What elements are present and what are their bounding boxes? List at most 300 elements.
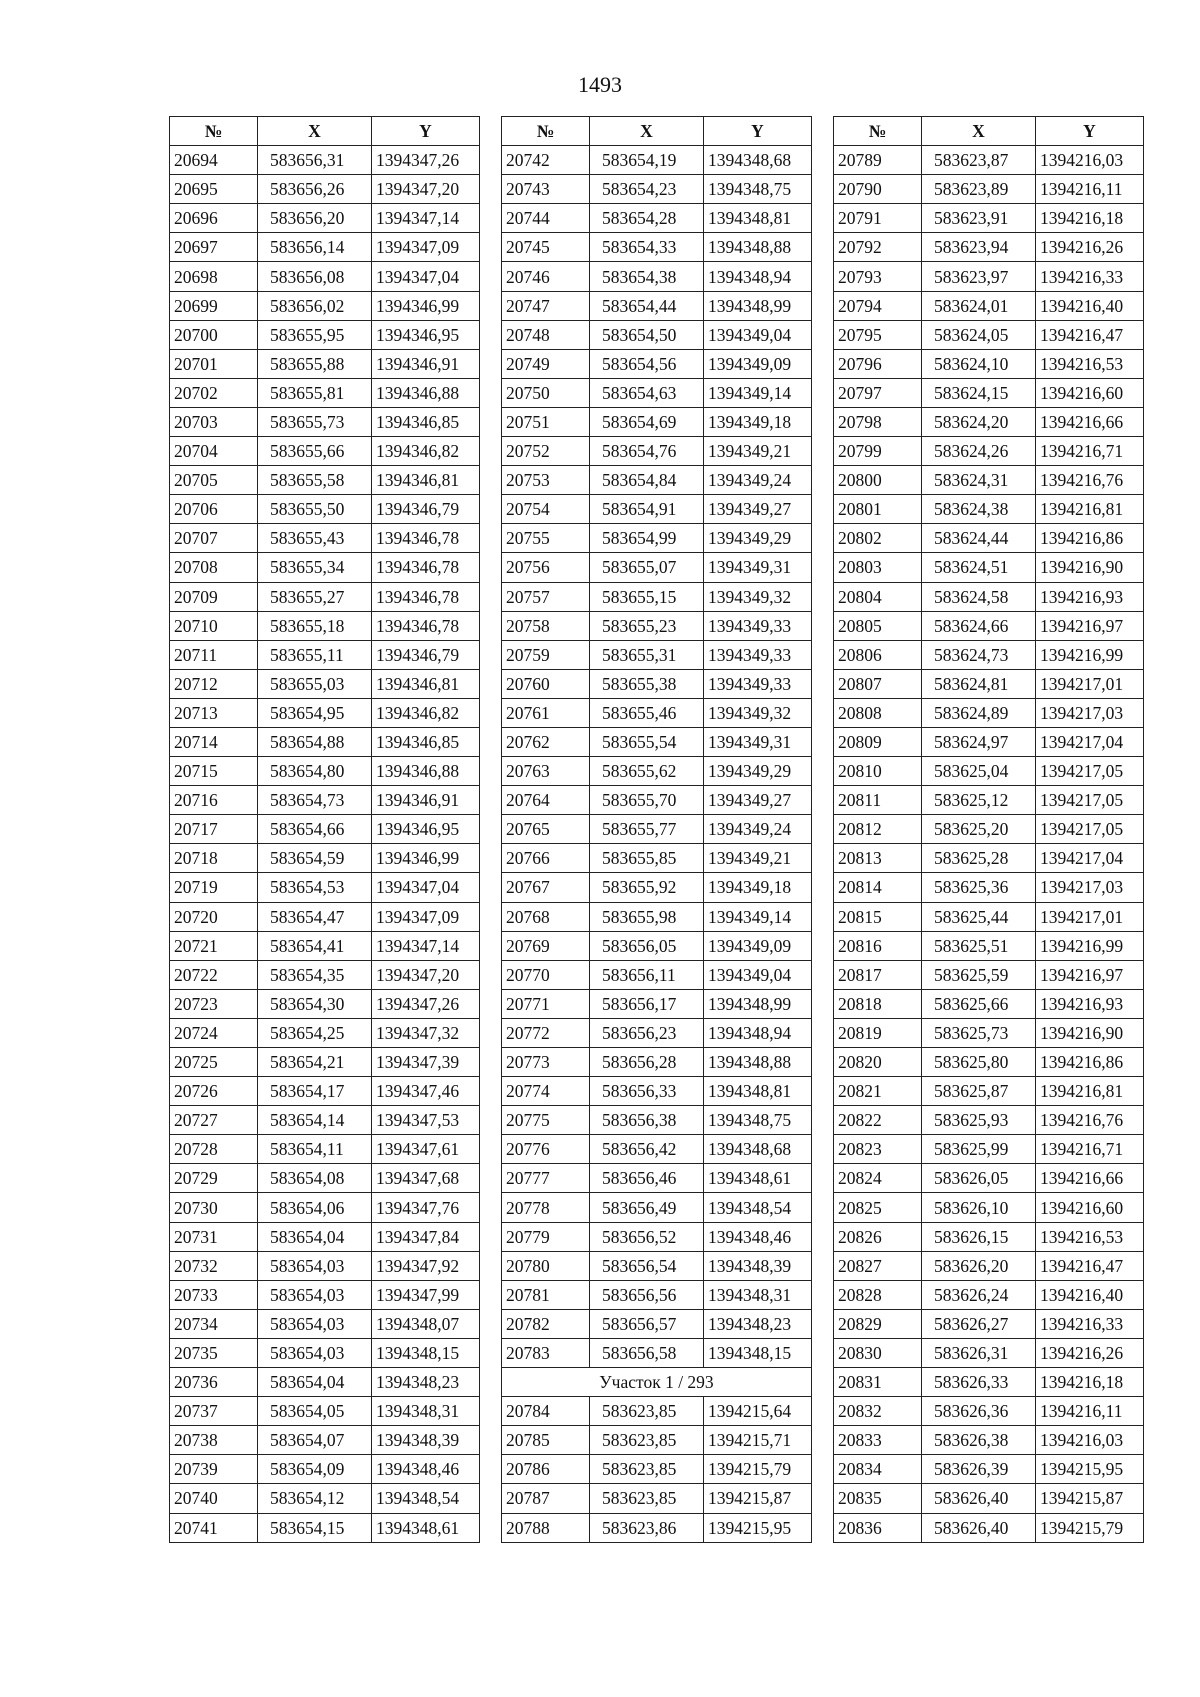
point-number-cell: 20761 xyxy=(502,698,590,727)
y-coordinate-cell: 1394346,88 xyxy=(372,378,480,407)
table-row xyxy=(170,320,480,349)
table-row xyxy=(834,175,1144,204)
table-row xyxy=(170,349,480,378)
y-coordinate-cell: 1394347,26 xyxy=(372,146,480,175)
x-coordinate-cell: 583654,56 xyxy=(590,349,704,378)
x-coordinate-cell: 583654,88 xyxy=(258,727,372,756)
x-coordinate-cell: 583654,14 xyxy=(258,1106,372,1135)
point-number-cell: 20835 xyxy=(834,1484,922,1513)
point-number-cell: 20807 xyxy=(834,669,922,698)
y-coordinate-cell: 1394348,94 xyxy=(704,262,812,291)
y-coordinate-cell: 1394349,24 xyxy=(704,466,812,495)
table-row xyxy=(834,1222,1144,1251)
table-row xyxy=(170,582,480,611)
x-coordinate-cell: 583625,80 xyxy=(922,1048,1036,1077)
y-coordinate-cell: 1394216,26 xyxy=(1036,1338,1144,1367)
header-x: X xyxy=(590,117,704,146)
y-coordinate-cell: 1394215,79 xyxy=(704,1455,812,1484)
point-number-cell: 20778 xyxy=(502,1193,590,1222)
y-coordinate-cell: 1394216,66 xyxy=(1036,1164,1144,1193)
table-row xyxy=(170,175,480,204)
x-coordinate-cell: 583655,98 xyxy=(590,902,704,931)
point-number-cell: 20721 xyxy=(170,931,258,960)
point-number-cell: 20712 xyxy=(170,669,258,698)
point-number-cell: 20784 xyxy=(502,1397,590,1426)
table-row xyxy=(502,582,812,611)
x-coordinate-cell: 583656,28 xyxy=(590,1048,704,1077)
point-number-cell: 20744 xyxy=(502,204,590,233)
point-number-cell: 20767 xyxy=(502,873,590,902)
table-row xyxy=(502,262,812,291)
point-number-cell: 20759 xyxy=(502,640,590,669)
y-coordinate-cell: 1394349,21 xyxy=(704,844,812,873)
table-row xyxy=(834,204,1144,233)
point-number-cell: 20715 xyxy=(170,757,258,786)
x-coordinate-cell: 583654,76 xyxy=(590,437,704,466)
table-row xyxy=(834,902,1144,931)
table-row xyxy=(170,437,480,466)
point-number-cell: 20757 xyxy=(502,582,590,611)
y-coordinate-cell: 1394348,15 xyxy=(704,1338,812,1367)
point-number-cell: 20708 xyxy=(170,553,258,582)
x-coordinate-cell: 583654,95 xyxy=(258,698,372,727)
x-coordinate-cell: 583623,89 xyxy=(922,175,1036,204)
y-coordinate-cell: 1394216,66 xyxy=(1036,407,1144,436)
y-coordinate-cell: 1394347,14 xyxy=(372,204,480,233)
x-coordinate-cell: 583654,25 xyxy=(258,1018,372,1047)
x-coordinate-cell: 583655,34 xyxy=(258,553,372,582)
point-number-cell: 20831 xyxy=(834,1368,922,1397)
point-number-cell: 20782 xyxy=(502,1309,590,1338)
x-coordinate-cell: 583656,11 xyxy=(590,960,704,989)
x-coordinate-cell: 583654,17 xyxy=(258,1077,372,1106)
table-body xyxy=(834,146,1144,1543)
header-y: Y xyxy=(704,117,812,146)
y-coordinate-cell: 1394349,31 xyxy=(704,727,812,756)
point-number-cell: 20809 xyxy=(834,727,922,756)
y-coordinate-cell: 1394349,21 xyxy=(704,437,812,466)
table-row xyxy=(834,466,1144,495)
point-number-cell: 20726 xyxy=(170,1077,258,1106)
y-coordinate-cell: 1394349,18 xyxy=(704,407,812,436)
x-coordinate-cell: 583624,51 xyxy=(922,553,1036,582)
table-row xyxy=(502,1338,812,1367)
point-number-cell: 20742 xyxy=(502,146,590,175)
table-row xyxy=(502,1484,812,1513)
point-number-cell: 20826 xyxy=(834,1222,922,1251)
point-number-cell: 20814 xyxy=(834,873,922,902)
point-number-cell: 20836 xyxy=(834,1513,922,1542)
x-coordinate-cell: 583626,15 xyxy=(922,1222,1036,1251)
x-coordinate-cell: 583624,89 xyxy=(922,698,1036,727)
table-row xyxy=(502,1455,812,1484)
header-x: X xyxy=(258,117,372,146)
table-row xyxy=(502,1106,812,1135)
y-coordinate-cell: 1394347,39 xyxy=(372,1048,480,1077)
point-number-cell: 20724 xyxy=(170,1018,258,1047)
point-number-cell: 20755 xyxy=(502,524,590,553)
section-title: Участок 1 / 293 xyxy=(502,1368,812,1397)
table-row xyxy=(834,320,1144,349)
x-coordinate-cell: 583654,19 xyxy=(590,146,704,175)
table-body xyxy=(170,146,480,1543)
table-row xyxy=(170,407,480,436)
x-coordinate-cell: 583623,85 xyxy=(590,1484,704,1513)
x-coordinate-cell: 583623,85 xyxy=(590,1397,704,1426)
x-coordinate-cell: 583654,30 xyxy=(258,989,372,1018)
table-row xyxy=(834,1077,1144,1106)
point-number-cell: 20763 xyxy=(502,757,590,786)
point-number-cell: 20804 xyxy=(834,582,922,611)
y-coordinate-cell: 1394346,85 xyxy=(372,727,480,756)
table-row xyxy=(834,1338,1144,1367)
y-coordinate-cell: 1394349,18 xyxy=(704,873,812,902)
point-number-cell: 20821 xyxy=(834,1077,922,1106)
y-coordinate-cell: 1394217,04 xyxy=(1036,727,1144,756)
y-coordinate-cell: 1394347,26 xyxy=(372,989,480,1018)
y-coordinate-cell: 1394347,14 xyxy=(372,931,480,960)
point-number-cell: 20760 xyxy=(502,669,590,698)
y-coordinate-cell: 1394216,76 xyxy=(1036,1106,1144,1135)
y-coordinate-cell: 1394215,79 xyxy=(1036,1513,1144,1542)
y-coordinate-cell: 1394347,46 xyxy=(372,1077,480,1106)
y-coordinate-cell: 1394346,82 xyxy=(372,437,480,466)
x-coordinate-cell: 583624,15 xyxy=(922,378,1036,407)
y-coordinate-cell: 1394347,09 xyxy=(372,233,480,262)
table-row xyxy=(502,1048,812,1077)
point-number-cell: 20773 xyxy=(502,1048,590,1077)
table-row xyxy=(834,524,1144,553)
point-number-cell: 20697 xyxy=(170,233,258,262)
table-row xyxy=(834,378,1144,407)
point-number-cell: 20738 xyxy=(170,1426,258,1455)
point-number-cell: 20811 xyxy=(834,786,922,815)
table-row xyxy=(502,466,812,495)
point-number-cell: 20754 xyxy=(502,495,590,524)
point-number-cell: 20770 xyxy=(502,960,590,989)
table-row xyxy=(170,1135,480,1164)
table-row xyxy=(834,1193,1144,1222)
y-coordinate-cell: 1394346,99 xyxy=(372,291,480,320)
table-row xyxy=(834,757,1144,786)
point-number-cell: 20704 xyxy=(170,437,258,466)
point-number-cell: 20808 xyxy=(834,698,922,727)
table-row xyxy=(834,989,1144,1018)
table-row xyxy=(502,146,812,175)
table-row xyxy=(834,262,1144,291)
point-number-cell: 20832 xyxy=(834,1397,922,1426)
point-number-cell: 20768 xyxy=(502,902,590,931)
table-row xyxy=(170,815,480,844)
x-coordinate-cell: 583624,01 xyxy=(922,291,1036,320)
point-number-cell: 20758 xyxy=(502,611,590,640)
table-row xyxy=(170,960,480,989)
table-row xyxy=(834,669,1144,698)
point-number-cell: 20706 xyxy=(170,495,258,524)
y-coordinate-cell: 1394349,32 xyxy=(704,582,812,611)
x-coordinate-cell: 583654,35 xyxy=(258,960,372,989)
x-coordinate-cell: 583626,40 xyxy=(922,1484,1036,1513)
x-coordinate-cell: 583654,05 xyxy=(258,1397,372,1426)
y-coordinate-cell: 1394215,87 xyxy=(704,1484,812,1513)
point-number-cell: 20801 xyxy=(834,495,922,524)
x-coordinate-cell: 583626,10 xyxy=(922,1193,1036,1222)
table-row xyxy=(502,320,812,349)
point-number-cell: 20728 xyxy=(170,1135,258,1164)
table-header-row xyxy=(170,117,480,146)
point-number-cell: 20820 xyxy=(834,1048,922,1077)
y-coordinate-cell: 1394347,04 xyxy=(372,873,480,902)
y-coordinate-cell: 1394216,18 xyxy=(1036,1368,1144,1397)
point-number-cell: 20781 xyxy=(502,1280,590,1309)
table-row xyxy=(170,698,480,727)
coordinates-table-1 xyxy=(169,116,480,1543)
y-coordinate-cell: 1394346,78 xyxy=(372,553,480,582)
table-row xyxy=(170,1077,480,1106)
x-coordinate-cell: 583654,41 xyxy=(258,931,372,960)
table-row xyxy=(170,640,480,669)
point-number-cell: 20699 xyxy=(170,291,258,320)
y-coordinate-cell: 1394346,99 xyxy=(372,844,480,873)
x-coordinate-cell: 583625,73 xyxy=(922,1018,1036,1047)
x-coordinate-cell: 583654,38 xyxy=(590,262,704,291)
point-number-cell: 20798 xyxy=(834,407,922,436)
table-row xyxy=(170,727,480,756)
x-coordinate-cell: 583655,38 xyxy=(590,669,704,698)
x-coordinate-cell: 583625,20 xyxy=(922,815,1036,844)
x-coordinate-cell: 583626,31 xyxy=(922,1338,1036,1367)
table-row xyxy=(502,1018,812,1047)
y-coordinate-cell: 1394348,68 xyxy=(704,146,812,175)
point-number-cell: 20751 xyxy=(502,407,590,436)
point-number-cell: 20700 xyxy=(170,320,258,349)
x-coordinate-cell: 583655,11 xyxy=(258,640,372,669)
y-coordinate-cell: 1394348,54 xyxy=(704,1193,812,1222)
y-coordinate-cell: 1394348,54 xyxy=(372,1484,480,1513)
x-coordinate-cell: 583655,58 xyxy=(258,466,372,495)
y-coordinate-cell: 1394347,20 xyxy=(372,960,480,989)
x-coordinate-cell: 583624,73 xyxy=(922,640,1036,669)
x-coordinate-cell: 583626,05 xyxy=(922,1164,1036,1193)
y-coordinate-cell: 1394347,68 xyxy=(372,1164,480,1193)
point-number-cell: 20833 xyxy=(834,1426,922,1455)
y-coordinate-cell: 1394216,60 xyxy=(1036,378,1144,407)
y-coordinate-cell: 1394349,14 xyxy=(704,378,812,407)
table-row xyxy=(834,495,1144,524)
table-row xyxy=(834,815,1144,844)
y-coordinate-cell: 1394348,15 xyxy=(372,1338,480,1367)
y-coordinate-cell: 1394348,81 xyxy=(704,1077,812,1106)
x-coordinate-cell: 583655,23 xyxy=(590,611,704,640)
y-coordinate-cell: 1394348,88 xyxy=(704,1048,812,1077)
x-coordinate-cell: 583655,95 xyxy=(258,320,372,349)
point-number-cell: 20740 xyxy=(170,1484,258,1513)
table-row xyxy=(834,611,1144,640)
table-row xyxy=(502,698,812,727)
point-number-cell: 20795 xyxy=(834,320,922,349)
x-coordinate-cell: 583654,99 xyxy=(590,524,704,553)
x-coordinate-cell: 583655,73 xyxy=(258,407,372,436)
y-coordinate-cell: 1394348,99 xyxy=(704,291,812,320)
point-number-cell: 20829 xyxy=(834,1309,922,1338)
y-coordinate-cell: 1394346,81 xyxy=(372,466,480,495)
y-coordinate-cell: 1394216,53 xyxy=(1036,1222,1144,1251)
x-coordinate-cell: 583625,66 xyxy=(922,989,1036,1018)
x-coordinate-cell: 583624,81 xyxy=(922,669,1036,698)
point-number-cell: 20730 xyxy=(170,1193,258,1222)
table-row xyxy=(170,1222,480,1251)
x-coordinate-cell: 583654,73 xyxy=(258,786,372,815)
y-coordinate-cell: 1394346,85 xyxy=(372,407,480,436)
table-row xyxy=(834,407,1144,436)
x-coordinate-cell: 583626,27 xyxy=(922,1309,1036,1338)
x-coordinate-cell: 583656,42 xyxy=(590,1135,704,1164)
x-coordinate-cell: 583626,38 xyxy=(922,1426,1036,1455)
x-coordinate-cell: 583626,36 xyxy=(922,1397,1036,1426)
y-coordinate-cell: 1394347,32 xyxy=(372,1018,480,1047)
point-number-cell: 20822 xyxy=(834,1106,922,1135)
point-number-cell: 20802 xyxy=(834,524,922,553)
point-number-cell: 20812 xyxy=(834,815,922,844)
page-number: 1493 xyxy=(578,72,622,97)
table-row xyxy=(170,1251,480,1280)
y-coordinate-cell: 1394348,99 xyxy=(704,989,812,1018)
x-coordinate-cell: 583624,66 xyxy=(922,611,1036,640)
x-coordinate-cell: 583655,31 xyxy=(590,640,704,669)
table-row xyxy=(834,1106,1144,1135)
table-row xyxy=(834,1164,1144,1193)
header-y: Y xyxy=(372,117,480,146)
point-number-cell: 20785 xyxy=(502,1426,590,1455)
point-number-cell: 20702 xyxy=(170,378,258,407)
point-number-cell: 20737 xyxy=(170,1397,258,1426)
y-coordinate-cell: 1394217,05 xyxy=(1036,757,1144,786)
table-row xyxy=(502,1164,812,1193)
table-row xyxy=(502,407,812,436)
y-coordinate-cell: 1394216,11 xyxy=(1036,1397,1144,1426)
table-row xyxy=(834,437,1144,466)
table-row xyxy=(502,204,812,233)
x-coordinate-cell: 583655,81 xyxy=(258,378,372,407)
table-row xyxy=(170,1368,480,1397)
table-row xyxy=(834,1455,1144,1484)
y-coordinate-cell: 1394349,27 xyxy=(704,495,812,524)
y-coordinate-cell: 1394349,09 xyxy=(704,931,812,960)
table-row xyxy=(170,1338,480,1367)
table-row xyxy=(502,553,812,582)
table-row xyxy=(502,757,812,786)
point-number-cell: 20735 xyxy=(170,1338,258,1367)
x-coordinate-cell: 583656,26 xyxy=(258,175,372,204)
table-row xyxy=(834,1048,1144,1077)
point-number-cell: 20764 xyxy=(502,786,590,815)
y-coordinate-cell: 1394346,78 xyxy=(372,524,480,553)
point-number-cell: 20720 xyxy=(170,902,258,931)
table-row xyxy=(502,1193,812,1222)
point-number-cell: 20793 xyxy=(834,262,922,291)
table-row xyxy=(834,1368,1144,1397)
table-row xyxy=(834,1280,1144,1309)
x-coordinate-cell: 583654,33 xyxy=(590,233,704,262)
point-number-cell: 20791 xyxy=(834,204,922,233)
x-coordinate-cell: 583625,87 xyxy=(922,1077,1036,1106)
point-number-cell: 20789 xyxy=(834,146,922,175)
table-row xyxy=(502,640,812,669)
y-coordinate-cell: 1394348,39 xyxy=(372,1426,480,1455)
table-row xyxy=(502,727,812,756)
x-coordinate-cell: 583654,07 xyxy=(258,1426,372,1455)
x-coordinate-cell: 583655,18 xyxy=(258,611,372,640)
point-number-cell: 20723 xyxy=(170,989,258,1018)
table-row xyxy=(502,931,812,960)
x-coordinate-cell: 583655,92 xyxy=(590,873,704,902)
point-number-cell: 20762 xyxy=(502,727,590,756)
y-coordinate-cell: 1394216,47 xyxy=(1036,320,1144,349)
x-coordinate-cell: 583626,39 xyxy=(922,1455,1036,1484)
y-coordinate-cell: 1394349,24 xyxy=(704,815,812,844)
y-coordinate-cell: 1394216,93 xyxy=(1036,989,1144,1018)
point-number-cell: 20732 xyxy=(170,1251,258,1280)
table-row xyxy=(834,1397,1144,1426)
table-row xyxy=(834,640,1144,669)
point-number-cell: 20816 xyxy=(834,931,922,960)
point-number-cell: 20817 xyxy=(834,960,922,989)
point-number-cell: 20806 xyxy=(834,640,922,669)
table-row xyxy=(502,902,812,931)
x-coordinate-cell: 583656,17 xyxy=(590,989,704,1018)
table-row xyxy=(170,1426,480,1455)
point-number-cell: 20834 xyxy=(834,1455,922,1484)
point-number-cell: 20727 xyxy=(170,1106,258,1135)
point-number-cell: 20729 xyxy=(170,1164,258,1193)
y-coordinate-cell: 1394216,86 xyxy=(1036,1048,1144,1077)
y-coordinate-cell: 1394216,86 xyxy=(1036,524,1144,553)
table-row xyxy=(834,233,1144,262)
table-row xyxy=(170,931,480,960)
header-x: X xyxy=(922,117,1036,146)
y-coordinate-cell: 1394349,09 xyxy=(704,349,812,378)
table-row xyxy=(834,931,1144,960)
point-number-cell: 20830 xyxy=(834,1338,922,1367)
point-number-cell: 20718 xyxy=(170,844,258,873)
point-number-cell: 20827 xyxy=(834,1251,922,1280)
y-coordinate-cell: 1394346,79 xyxy=(372,640,480,669)
point-number-cell: 20707 xyxy=(170,524,258,553)
y-coordinate-cell: 1394346,78 xyxy=(372,611,480,640)
table-row xyxy=(834,1309,1144,1338)
point-number-cell: 20819 xyxy=(834,1018,922,1047)
point-number-cell: 20743 xyxy=(502,175,590,204)
x-coordinate-cell: 583654,03 xyxy=(258,1338,372,1367)
table-row xyxy=(170,1280,480,1309)
y-coordinate-cell: 1394217,04 xyxy=(1036,844,1144,873)
table-row xyxy=(834,844,1144,873)
point-number-cell: 20722 xyxy=(170,960,258,989)
table-row xyxy=(834,1513,1144,1542)
x-coordinate-cell: 583625,99 xyxy=(922,1135,1036,1164)
x-coordinate-cell: 583654,91 xyxy=(590,495,704,524)
x-coordinate-cell: 583656,33 xyxy=(590,1077,704,1106)
point-number-cell: 20756 xyxy=(502,553,590,582)
x-coordinate-cell: 583654,11 xyxy=(258,1135,372,1164)
y-coordinate-cell: 1394216,71 xyxy=(1036,437,1144,466)
x-coordinate-cell: 583626,24 xyxy=(922,1280,1036,1309)
y-coordinate-cell: 1394348,75 xyxy=(704,1106,812,1135)
x-coordinate-cell: 583655,77 xyxy=(590,815,704,844)
point-number-cell: 20780 xyxy=(502,1251,590,1280)
point-number-cell: 20771 xyxy=(502,989,590,1018)
point-number-cell: 20714 xyxy=(170,727,258,756)
